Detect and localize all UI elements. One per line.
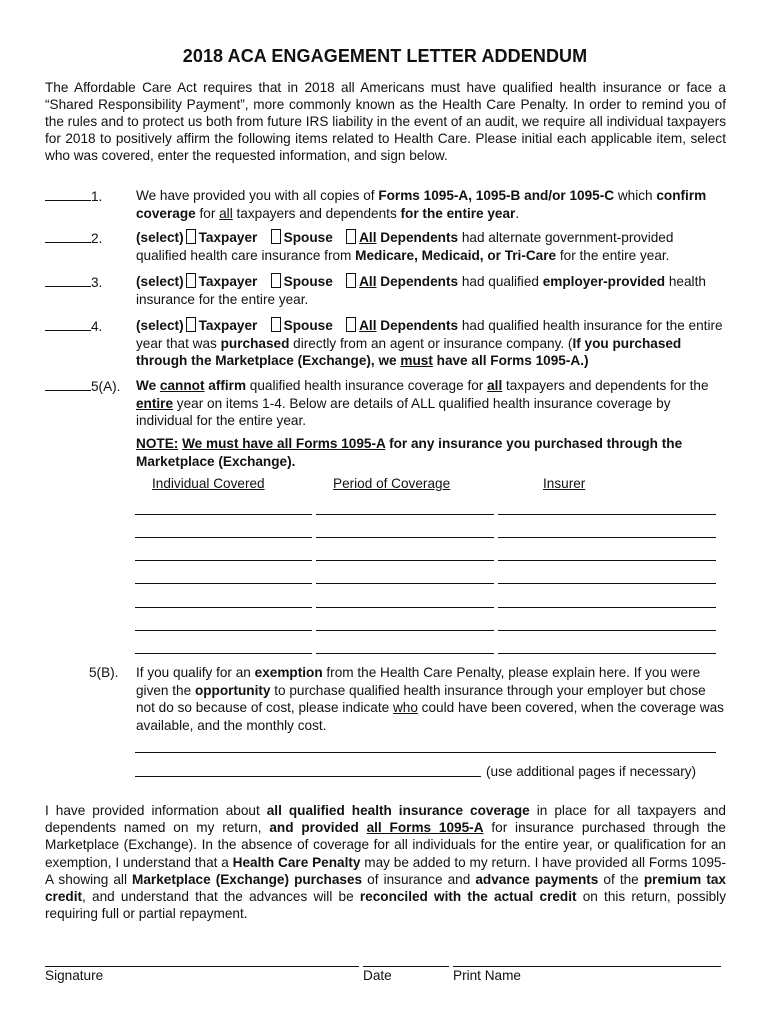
taxpayer-checkbox[interactable] bbox=[186, 317, 196, 332]
page-title: 2018 ACA ENGAGEMENT LETTER ADDENDUM bbox=[182, 46, 588, 66]
insurer-field[interactable] bbox=[498, 653, 716, 654]
period-field[interactable] bbox=[316, 653, 494, 654]
item-text: We cannot affirm qualified health insurance coverage for all taxpayers and dependents for the entire year on items 1-4. Below are details of ALL qualified health insurance coverage by individual for the entire year. bbox=[136, 378, 709, 428]
exemption-explanation-line-2[interactable] bbox=[135, 776, 481, 777]
print-name-label: Print Name bbox=[453, 968, 521, 983]
item-number: 5(A). bbox=[91, 379, 121, 394]
item-number: 3. bbox=[91, 275, 103, 290]
period-field[interactable] bbox=[316, 630, 494, 631]
column-header-individual: Individual Covered bbox=[152, 476, 265, 491]
individual-field[interactable] bbox=[135, 514, 312, 515]
intro-paragraph: The Affordable Care Act requires that in 2018 all Americans must have qualified health insurance or face a “Shared Responsibility Payment”, more commonly known as the Health Care Penalty. In order to remind you of the rules and to protect us both from future IRS liability in the event of an audit, we require all individual taxpayers for 2018 to positively affirm the following items related to Health Care. Please initial each applicable item, select who was covered, enter the requested information, and sign below. bbox=[45, 80, 726, 163]
insurer-field[interactable] bbox=[498, 630, 716, 631]
individual-field[interactable] bbox=[135, 583, 312, 584]
item-text: We have provided you with all copies of Forms 1095-A, 1095-B and/or 1095-C which confirm coverage for all taxpayers and dependents for the entire year. bbox=[136, 188, 707, 221]
page: 2018 ACA ENGAGEMENT LETTER ADDENDUM The Affordable Care Act requires that in 2018 all Americans must have qualified health insurance or face a “Shared Responsibility Payment”, more commonly known as the Health Care Penalty. In order to remind you of the rules and to protect us both from future IRS liability in the event of an audit, we require all individual taxpayers for 2018 to positively affirm the following items related to Health Care. Please initial each applicable item, select who was covered, enter the requested information, and sign below. 1. We have provided you with all copies of Forms 1095-A, 1095-B and/or 1095-C which confirm coverage for all taxpayers and dependents for the entire year. 2. (select) Taxpayer Spouse All Dependents had alternate government-provided qualified health care insurance from Medicare, Medicaid, or Tri-Care for the entire year. 3. (select) Taxpayer Spouse All Dependents had qualified employer-provided health insurance for the entire year. 4. (select) Taxpayer Spouse All Dependents had qualified health insurance for the entire year that was purchased directly from an agent or insurance company. (If you purchased through the Marketplace (Exchange), we must have all Forms 1095-A.) 5(A). We cannot affirm qualified health insurance coverage for all taxpayers and dependents for the entire year on items 1-4. Below are details of ALL qualified health insurance coverage by individual for the entire year. NOTE: We must have all Forms 1095-A for any insurance you purchased through the Marketplace (Exchange). Individual Covered Period of Coverage Insurer 5(B). If you qualify for an exemption from the Health Care Penalty, please explain here. If you were given the opportunity to purchase qualified health insurance through your employer but chose not do so because of cost, please indicate who could have been covered, when the coverage was available, and the monthly cost. (use additional pages if necessary) I have provided information about all qualified health insurance coverage in place for all taxpayers and dependents named on my return, and provided all Forms 1095-A for insurance purchased through the Marketplace (Exchange). In the absence of coverage for all individuals for the entire year, or qualification for an exemption, I understand that a Health Care Penalty may be added to my return. I have provided all Forms 1095-A showing all Marketplace (Exchange) purchases of insurance and advance payments of the premium tax credit, and understand that the advances will be reconciled with the actual credit on this return, possibly requiring full or partial repayment. Signature Date Print Name bbox=[0, 0, 770, 1024]
initial-field-4[interactable] bbox=[45, 317, 91, 331]
individual-field[interactable] bbox=[135, 607, 312, 608]
all-dependents-checkbox[interactable] bbox=[346, 317, 356, 332]
signature-label: Signature bbox=[45, 968, 104, 983]
individual-field[interactable] bbox=[135, 653, 312, 654]
individual-field[interactable] bbox=[135, 630, 312, 631]
item-text: (select) Taxpayer Spouse All Dependents had qualified health insurance for the entire year that was purchased directly from an agent or insurance company. (If you purchased through the Marketplace (Exchange), we must have all Forms 1095-A.) bbox=[136, 318, 723, 368]
insurer-field[interactable] bbox=[498, 514, 716, 515]
period-field[interactable] bbox=[316, 583, 494, 584]
spouse-checkbox[interactable] bbox=[271, 317, 281, 332]
item-text: If you qualify for an exemption from the Health Care Penalty, please explain here. If you were given the opportunity to purchase qualified health insurance through your employer but chose not do so because of cost, please indicate who could have been covered, when the coverage was available, and the monthly cost. bbox=[136, 665, 724, 733]
item-number: 4. bbox=[91, 319, 103, 334]
insurer-field[interactable] bbox=[498, 560, 716, 561]
item-number: 5(B). bbox=[89, 665, 119, 680]
period-field[interactable] bbox=[316, 537, 494, 538]
taxpayer-checkbox[interactable] bbox=[186, 229, 196, 244]
date-label: Date bbox=[363, 968, 392, 983]
insurer-field[interactable] bbox=[498, 537, 716, 538]
item-number: 1. bbox=[91, 189, 103, 204]
initial-field-1[interactable] bbox=[45, 187, 91, 201]
signature-line[interactable] bbox=[45, 966, 359, 967]
additional-pages-note: (use additional pages if necessary) bbox=[486, 764, 697, 779]
print-name-line[interactable] bbox=[453, 966, 721, 967]
insurer-field[interactable] bbox=[498, 583, 716, 584]
initial-field-5a[interactable] bbox=[45, 377, 91, 391]
exemption-explanation-line-1[interactable] bbox=[135, 752, 716, 753]
all-dependents-checkbox[interactable] bbox=[346, 273, 356, 288]
period-field[interactable] bbox=[316, 607, 494, 608]
taxpayer-checkbox[interactable] bbox=[186, 273, 196, 288]
date-line[interactable] bbox=[363, 966, 449, 967]
item-number: 2. bbox=[91, 231, 103, 246]
spouse-checkbox[interactable] bbox=[271, 229, 281, 244]
individual-field[interactable] bbox=[135, 537, 312, 538]
period-field[interactable] bbox=[316, 514, 494, 515]
initial-field-2[interactable] bbox=[45, 229, 91, 243]
column-header-insurer: Insurer bbox=[543, 476, 586, 491]
individual-field[interactable] bbox=[135, 560, 312, 561]
item-text: (select) Taxpayer Spouse All Dependents had qualified employer-provided health insurance for the entire year. bbox=[136, 274, 706, 307]
period-field[interactable] bbox=[316, 560, 494, 561]
initial-field-3[interactable] bbox=[45, 273, 91, 287]
closing-paragraph: I have provided information about all qualified health insurance coverage in place for all taxpayers and dependents named on my return, and provided all Forms 1095-A for insurance purchased through the Marketplace (Exchange). In the absence of coverage for all individuals for the entire year, or qualification for an exemption, I understand that a Health Care Penalty may be added to my return. I have provided all Forms 1095-A showing all Marketplace (Exchange) purchases of insurance and advance payments of the premium tax credit, and understand that the advances will be reconciled with the actual credit on this return, possibly requiring full or partial repayment. bbox=[45, 803, 726, 922]
item-text: (select) Taxpayer Spouse All Dependents had alternate government-provided qualified health care insurance from Medicare, Medicaid, or Tri-Care for the entire year. bbox=[136, 230, 674, 263]
column-header-period: Period of Coverage bbox=[333, 476, 451, 491]
insurer-field[interactable] bbox=[498, 607, 716, 608]
spouse-checkbox[interactable] bbox=[271, 273, 281, 288]
all-dependents-checkbox[interactable] bbox=[346, 229, 356, 244]
